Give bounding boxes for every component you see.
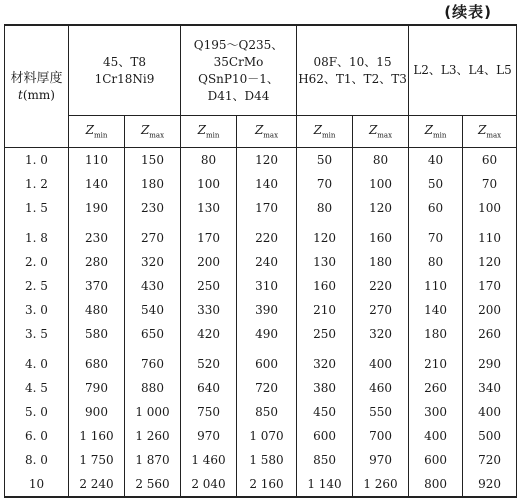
group-header-3 — [297, 25, 409, 116]
z-min-cell: 100 — [181, 172, 237, 196]
z-min-cell: 1 160 — [69, 424, 125, 448]
table-row — [5, 148, 517, 173]
z-symbol: Z — [85, 123, 94, 138]
header-row-z — [5, 116, 517, 148]
group-2-line: 35CrMo — [213, 54, 264, 69]
group-4-line: L2、L3、L4、L5 — [413, 63, 512, 77]
z-min-cell: 380 — [297, 376, 353, 400]
z-min-cell: 450 — [297, 400, 353, 424]
z-symbol: Z — [313, 123, 322, 138]
z-min-cell: 280 — [69, 250, 125, 274]
z-max-cell: 500 — [463, 424, 517, 448]
clearance-table — [4, 24, 517, 498]
group-1-line: 45、T8 — [103, 54, 146, 69]
z-min-cell: 210 — [297, 298, 353, 322]
table-row — [5, 322, 517, 346]
z-min-cell: 250 — [297, 322, 353, 346]
table-row — [5, 172, 517, 196]
z-max-cell: 310 — [237, 274, 297, 298]
thickness-cell: 3. 5 — [5, 322, 69, 346]
z-max-subscript: max — [486, 131, 502, 140]
z-max-cell: 170 — [463, 274, 517, 298]
z-min-cell: 250 — [181, 274, 237, 298]
z-min-cell: 70 — [409, 220, 463, 250]
group-header-2 — [181, 25, 297, 116]
z-min-cell: 480 — [69, 298, 125, 322]
thickness-cell: 4. 0 — [5, 346, 69, 376]
z-max-cell: 1 260 — [353, 472, 409, 497]
z-min-cell: 600 — [409, 448, 463, 472]
z-max-cell: 2 560 — [125, 472, 181, 497]
thickness-unit: (mm) — [22, 87, 55, 102]
z-min-header — [181, 116, 237, 148]
table-row — [5, 424, 517, 448]
z-min-cell: 330 — [181, 298, 237, 322]
z-min-cell: 800 — [409, 472, 463, 497]
z-min-cell: 400 — [409, 424, 463, 448]
z-min-cell: 420 — [181, 322, 237, 346]
thickness-label: 材料厚度 — [10, 70, 63, 86]
z-min-cell: 230 — [69, 220, 125, 250]
z-max-cell: 290 — [463, 346, 517, 376]
group-3-line: H62、T1、T2、T3 — [298, 71, 407, 86]
z-min-cell: 1 460 — [181, 448, 237, 472]
z-max-cell: 430 — [125, 274, 181, 298]
z-max-cell: 2 160 — [237, 472, 297, 497]
z-max-cell: 70 — [463, 172, 517, 196]
z-max-cell: 1 000 — [125, 400, 181, 424]
z-max-subscript: max — [377, 131, 393, 140]
z-max-cell: 850 — [237, 400, 297, 424]
group-2-line: QSnP10－1、 — [198, 71, 279, 86]
z-min-subscript: min — [205, 131, 220, 140]
z-max-cell: 180 — [125, 172, 181, 196]
z-min-cell: 40 — [409, 148, 463, 173]
z-min-cell: 190 — [69, 196, 125, 220]
z-min-cell: 2 040 — [181, 472, 237, 497]
z-min-cell: 580 — [69, 322, 125, 346]
z-max-cell: 150 — [125, 148, 181, 173]
group-3-line: 08F、10、15 — [313, 54, 392, 69]
z-min-cell: 60 — [409, 196, 463, 220]
thickness-cell: 6. 0 — [5, 424, 69, 448]
z-min-cell: 640 — [181, 376, 237, 400]
z-min-cell: 130 — [297, 250, 353, 274]
thickness-cell: 1. 5 — [5, 196, 69, 220]
z-max-cell: 760 — [125, 346, 181, 376]
z-min-cell: 140 — [69, 172, 125, 196]
z-max-cell: 920 — [463, 472, 517, 497]
z-max-subscript: max — [149, 131, 165, 140]
z-max-cell: 390 — [237, 298, 297, 322]
z-max-cell: 720 — [237, 376, 297, 400]
z-max-cell: 120 — [237, 148, 297, 173]
table-row — [5, 376, 517, 400]
z-min-cell: 790 — [69, 376, 125, 400]
z-symbol: Z — [197, 123, 206, 138]
thickness-cell: 1. 0 — [5, 148, 69, 173]
z-min-cell: 120 — [297, 220, 353, 250]
z-max-cell: 600 — [237, 346, 297, 376]
z-max-cell: 100 — [353, 172, 409, 196]
thickness-cell: 2. 0 — [5, 250, 69, 274]
z-min-cell: 970 — [181, 424, 237, 448]
z-max-cell: 170 — [237, 196, 297, 220]
z-min-cell: 750 — [181, 400, 237, 424]
z-max-cell: 650 — [125, 322, 181, 346]
z-max-cell: 220 — [353, 274, 409, 298]
z-min-subscript: min — [93, 131, 108, 140]
z-max-cell: 160 — [353, 220, 409, 250]
thickness-cell: 2. 5 — [5, 274, 69, 298]
table-row — [5, 196, 517, 220]
z-max-cell: 540 — [125, 298, 181, 322]
table-row — [5, 274, 517, 298]
z-max-cell: 970 — [353, 448, 409, 472]
z-min-cell: 50 — [297, 148, 353, 173]
z-min-cell: 80 — [297, 196, 353, 220]
z-min-header — [409, 116, 463, 148]
z-max-cell: 260 — [463, 322, 517, 346]
thickness-cell: 5. 0 — [5, 400, 69, 424]
z-min-cell: 50 — [409, 172, 463, 196]
z-max-cell: 340 — [463, 376, 517, 400]
z-max-cell: 550 — [353, 400, 409, 424]
table-row — [5, 448, 517, 472]
z-max-cell: 200 — [463, 298, 517, 322]
z-min-cell: 260 — [409, 376, 463, 400]
z-symbol: Z — [254, 123, 264, 138]
z-max-cell: 270 — [353, 298, 409, 322]
thickness-cell: 10 — [5, 472, 69, 497]
thickness-header — [5, 25, 69, 148]
z-max-subscript: max — [263, 131, 279, 140]
z-min-cell: 520 — [181, 346, 237, 376]
continued-label: (续表) — [444, 3, 492, 21]
group-header-1 — [69, 25, 181, 116]
z-min-cell: 1 140 — [297, 472, 353, 497]
z-min-cell: 110 — [69, 148, 125, 173]
z-max-cell: 460 — [353, 376, 409, 400]
z-max-cell: 1 070 — [237, 424, 297, 448]
z-min-cell: 320 — [297, 346, 353, 376]
z-min-cell: 80 — [181, 148, 237, 173]
z-max-cell: 320 — [353, 322, 409, 346]
z-max-cell: 270 — [125, 220, 181, 250]
table-row — [5, 346, 517, 376]
z-min-cell: 2 240 — [69, 472, 125, 497]
z-max-cell: 180 — [353, 250, 409, 274]
z-min-cell: 850 — [297, 448, 353, 472]
z-max-cell: 320 — [125, 250, 181, 274]
z-max-cell: 230 — [125, 196, 181, 220]
thickness-cell: 1. 2 — [5, 172, 69, 196]
table-row — [5, 220, 517, 250]
z-max-cell: 490 — [237, 322, 297, 346]
z-symbol: Z — [477, 123, 487, 138]
z-max-cell: 110 — [463, 220, 517, 250]
z-max-cell: 100 — [463, 196, 517, 220]
table-body — [5, 148, 517, 498]
z-min-cell: 370 — [69, 274, 125, 298]
z-max-header — [125, 116, 181, 148]
z-max-cell: 60 — [463, 148, 517, 173]
table-row — [5, 250, 517, 274]
table-row — [5, 400, 517, 424]
group-2-line: D41、D44 — [207, 88, 270, 103]
z-min-cell: 680 — [69, 346, 125, 376]
z-max-cell: 240 — [237, 250, 297, 274]
z-min-cell: 600 — [297, 424, 353, 448]
z-max-cell: 400 — [353, 346, 409, 376]
z-min-cell: 140 — [409, 298, 463, 322]
z-max-cell: 220 — [237, 220, 297, 250]
z-min-header — [69, 116, 125, 148]
z-max-cell: 80 — [353, 148, 409, 173]
z-max-header — [237, 116, 297, 148]
thickness-cell: 3. 0 — [5, 298, 69, 322]
z-max-cell: 400 — [463, 400, 517, 424]
z-min-cell: 70 — [297, 172, 353, 196]
z-min-cell: 200 — [181, 250, 237, 274]
z-symbol: Z — [140, 123, 150, 138]
table-row — [5, 472, 517, 497]
z-max-header — [353, 116, 409, 148]
z-min-subscript: min — [321, 131, 336, 140]
z-min-cell: 110 — [409, 274, 463, 298]
z-min-cell: 1 750 — [69, 448, 125, 472]
z-max-cell: 120 — [463, 250, 517, 274]
z-max-cell: 140 — [237, 172, 297, 196]
z-min-cell: 300 — [409, 400, 463, 424]
thickness-symbol: t — [18, 87, 23, 102]
z-min-cell: 180 — [409, 322, 463, 346]
z-max-header — [463, 116, 517, 148]
z-max-cell: 1 260 — [125, 424, 181, 448]
z-symbol: Z — [424, 123, 433, 138]
z-max-cell: 120 — [353, 196, 409, 220]
z-max-cell: 880 — [125, 376, 181, 400]
z-symbol: Z — [368, 123, 378, 138]
table-row — [5, 298, 517, 322]
z-min-cell: 130 — [181, 196, 237, 220]
z-min-cell: 900 — [69, 400, 125, 424]
z-min-cell: 80 — [409, 250, 463, 274]
z-min-subscript: min — [432, 131, 447, 140]
z-max-cell: 1 580 — [237, 448, 297, 472]
z-max-cell: 720 — [463, 448, 517, 472]
thickness-cell: 4. 5 — [5, 376, 69, 400]
z-max-cell: 700 — [353, 424, 409, 448]
group-header-4 — [409, 25, 517, 116]
thickness-cell: 8. 0 — [5, 448, 69, 472]
group-2-line: Q195～Q235、 — [193, 37, 284, 52]
z-min-cell: 170 — [181, 220, 237, 250]
z-min-cell: 160 — [297, 274, 353, 298]
header-row-groups — [5, 25, 517, 116]
z-min-cell: 210 — [409, 346, 463, 376]
z-max-cell: 1 870 — [125, 448, 181, 472]
z-min-header — [297, 116, 353, 148]
thickness-cell: 1. 8 — [5, 220, 69, 250]
group-1-line: 1Cr18Ni9 — [94, 71, 155, 86]
